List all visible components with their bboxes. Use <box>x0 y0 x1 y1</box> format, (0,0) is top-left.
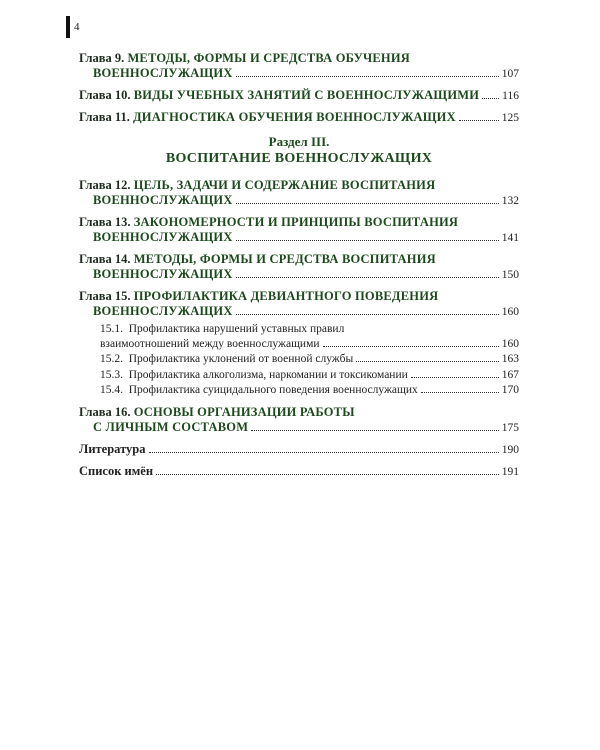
chapter-label: Глава 14. <box>79 252 131 266</box>
chapter-title: ПРОФИЛАКТИКА ДЕВИАНТНОГО ПОВЕДЕНИЯ <box>133 289 439 303</box>
page-ref: 190 <box>501 443 519 456</box>
section-heading <box>79 134 519 168</box>
toc-entry-chapter-16[interactable] <box>79 405 519 436</box>
chapter-label: Глава 13. <box>79 215 131 229</box>
table-of-contents <box>79 51 519 486</box>
subsection-number: 15.1. <box>100 323 123 335</box>
chapter-title-continued: ВОЕННОСЛУЖАЩИХ <box>93 304 233 318</box>
subsection-title-continued: взаимоотношений между военнослужащими <box>100 337 320 350</box>
chapter-label: Глава 10. <box>79 88 131 102</box>
subsection-title: Профилактика уклонений от военной службы <box>128 353 354 365</box>
toc-entry-chapter-15[interactable] <box>79 289 519 320</box>
subsection-title: Профилактика нарушений уставных правил <box>128 323 345 335</box>
page-ref: 116 <box>502 90 519 102</box>
page-ref: 150 <box>501 269 519 281</box>
toc-entry-chapter-11[interactable] <box>79 110 519 126</box>
subsection-number: 15.4. <box>100 384 123 396</box>
section-title: ВОСПИТАНИЕ ВОЕННОСЛУЖАЩИХ <box>165 151 433 166</box>
chapter-title: ВИДЫ УЧЕБНЫХ ЗАНЯТИЙ С ВОЕННОСЛУЖАЩИМИ <box>133 88 480 102</box>
section-label: Раздел III. <box>268 134 330 149</box>
page-ref: 160 <box>501 306 519 318</box>
dot-leader <box>236 240 499 241</box>
page-marker-bar <box>66 16 70 38</box>
dot-leader <box>459 120 499 121</box>
toc-entry-chapter-14[interactable] <box>79 252 519 283</box>
chapter-title: МЕТОДЫ, ФОРМЫ И СРЕДСТВА ОБУЧЕНИЯ <box>127 51 410 65</box>
page-ref: 163 <box>501 353 519 365</box>
toc-entry-literature[interactable] <box>79 442 519 458</box>
dot-leader <box>236 314 499 315</box>
chapter-title: ЦЕЛЬ, ЗАДАЧИ И СОДЕРЖАНИЕ ВОСПИТАНИЯ <box>133 178 436 192</box>
chapter-label: Глава 11. <box>79 110 130 124</box>
toc-subentry-15-1[interactable] <box>79 322 519 351</box>
subsection-title: Профилактика алкоголизма, наркомании и токсикомании <box>128 368 408 381</box>
dot-leader <box>356 361 499 362</box>
dot-leader <box>156 474 499 475</box>
page-ref: 170 <box>501 384 519 396</box>
dot-leader <box>236 76 499 77</box>
page-ref: 175 <box>501 421 519 434</box>
dot-leader <box>323 346 499 347</box>
page-ref: 141 <box>501 232 519 244</box>
page-ref: 167 <box>501 368 519 381</box>
chapter-title: МЕТОДЫ, ФОРМЫ И СРЕДСТВА ВОСПИТАНИЯ <box>133 252 436 266</box>
chapter-title-continued: ВОЕННОСЛУЖАЩИХ <box>93 230 233 244</box>
chapter-label: Глава 16. <box>79 404 131 419</box>
subsection-number: 15.2. <box>100 353 123 365</box>
dot-leader <box>411 377 499 378</box>
toc-entry-chapter-10[interactable] <box>79 88 519 104</box>
entry-title: Литература <box>79 441 146 456</box>
chapter-label: Глава 9. <box>79 51 125 65</box>
subsection-number: 15.3. <box>100 368 123 381</box>
page-ref: 191 <box>501 465 519 478</box>
toc-subentry-15-2[interactable] <box>79 352 519 367</box>
toc-subentry-15-4[interactable] <box>79 383 519 398</box>
dot-leader <box>149 452 499 453</box>
toc-subentry-15-3[interactable] <box>79 368 519 383</box>
toc-entry-chapter-13[interactable] <box>79 215 519 246</box>
toc-entry-chapter-9[interactable] <box>79 51 519 82</box>
chapter-title: ДИАГНОСТИКА ОБУЧЕНИЯ ВОЕННОСЛУЖАЩИХ <box>133 110 456 124</box>
chapter-label: Глава 15. <box>79 289 131 303</box>
chapter-title-continued: С ЛИЧНЫМ СОСТАВОМ <box>93 419 249 434</box>
dot-leader <box>251 430 499 431</box>
chapter-title: ЗАКОНОМЕРНОСТИ И ПРИНЦИПЫ ВОСПИТАНИЯ <box>133 215 459 229</box>
chapter-title-continued: ВОЕННОСЛУЖАЩИХ <box>93 267 233 281</box>
chapter-title-continued: ВОЕННОСЛУЖАЩИХ <box>93 66 233 80</box>
page-ref: 160 <box>501 337 519 350</box>
dot-leader <box>482 98 499 99</box>
entry-title: Список имён <box>79 463 154 478</box>
page-ref: 125 <box>501 112 519 124</box>
page-ref: 107 <box>501 68 519 80</box>
page-ref: 132 <box>501 195 519 207</box>
page-number: 4 <box>74 21 80 33</box>
subsection-title: Профилактика суицидального поведения военнослужащих <box>128 384 418 396</box>
dot-leader <box>236 277 499 278</box>
dot-leader <box>421 392 499 393</box>
chapter-label: Глава 12. <box>79 178 131 192</box>
toc-entry-chapter-12[interactable] <box>79 178 519 209</box>
toc-entry-names-list[interactable] <box>79 464 519 480</box>
page-header <box>66 16 80 38</box>
dot-leader <box>236 203 499 204</box>
chapter-title-continued: ВОЕННОСЛУЖАЩИХ <box>93 193 233 207</box>
chapter-title: ОСНОВЫ ОРГАНИЗАЦИИ РАБОТЫ <box>133 404 355 419</box>
